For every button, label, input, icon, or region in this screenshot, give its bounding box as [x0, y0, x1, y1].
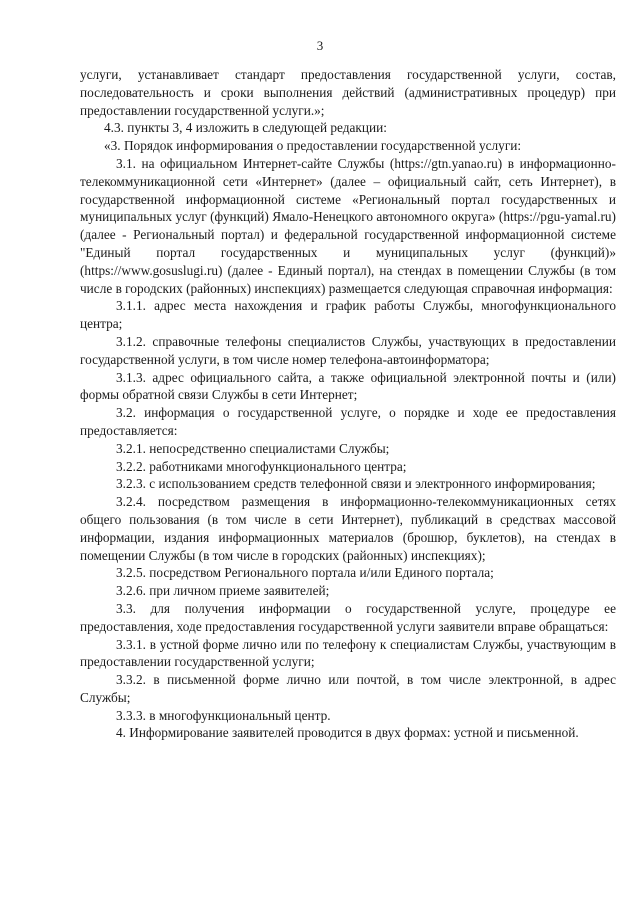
paragraph: 4. Информирование заявителей проводится в двух формах: устной и письменной.: [116, 725, 579, 741]
paragraph: услуги, устанавливает стандарт предоставления государственной услуги, состав, последовательность и сроки выполнения действий (административных процедур) при предоставлении государственной услуги.»;: [80, 67, 616, 118]
paragraph: 3.3.3. в многофункциональный центр.: [116, 707, 331, 723]
document-body: [80, 66, 616, 742]
paragraph: 3.1.1. адрес места нахождения и график работы Службы, многофункционального центра;: [80, 298, 616, 332]
paragraph: 3.3. для получения информации о государственной услуге, процедуре ее предоставления, ходе предоставления государственной услуги заявители вправе обращаться:: [80, 600, 616, 634]
paragraph: 3.2.1. непосредственно специалистами Службы;: [116, 440, 390, 456]
paragraph: 3.2.3. с использованием средств телефонной связи и электронного информирования;: [116, 476, 596, 492]
paragraph: 3.2.2. работниками многофункционального центра;: [116, 458, 407, 474]
paragraph: 3.2.4. посредством размещения в информационно-телекоммуникационных сетях общего пользования (в том числе в сети Интернет), публикаций в средствах массовой информации, издания информационных материалов (брошюр, буклетов), на стендах в помещении Службы (в том числе в городских (районных) инспекциях);: [80, 494, 616, 563]
paragraph: 4.3. пункты 3, 4 изложить в следующей редакции:: [104, 120, 387, 136]
paragraph: 3.3.2. в письменной форме лично или почтой, в том числе электронной, в адрес Службы;: [80, 672, 616, 705]
paragraph: 3.2.5. посредством Регионального портала и/или Единого портала;: [116, 565, 494, 581]
paragraph: 3.1.2. справочные телефоны специалистов Службы, участвующих в предоставлении государственной услуги, в том числе номер телефона-автоинформатора;: [80, 333, 616, 367]
paragraph: 3.2.6. при личном приеме заявителей;: [116, 583, 330, 599]
paragraph: 3.1.3. адрес официального сайта, а также официальной электронной почты и (или) формы обратной связи Службы в сети Интернет;: [80, 369, 616, 403]
paragraph: «3. Порядок информирования о предоставлении государственной услуги:: [104, 138, 522, 154]
paragraph: 3.1. на официальном Интернет-сайте Службы (https://gtn.yanao.ru) в информационно-телекоммуникационной сети «Интернет» (далее – официальный сайт, сеть Интернет), в государственной информационной системе «Региональный портал государственных и муниципальных услуг (функций) Ямало-Ненецкого автономного округа» (https://pgu-yamal.ru) (далее - Региональный портал) и федеральной государственной информационной системе "Единый портал государственных и муниципальных услуг (функций)» (https://www.gosuslugi.ru) (далее - Единый портал), на стендах в помещении Службы (в том числе в городских (районных) инспекциях) размещается следующая справочная информация:: [80, 155, 616, 296]
paragraph: 3.2. информация о государственной услуге, о порядке и ходе ее предоставления предоставляется:: [80, 405, 616, 438]
paragraph: 3.3.1. в устной форме лично или по телефону к специалистам Службы, участвующим в предоставлении государственной услуги;: [80, 636, 616, 670]
page-number: 3: [316, 38, 324, 53]
